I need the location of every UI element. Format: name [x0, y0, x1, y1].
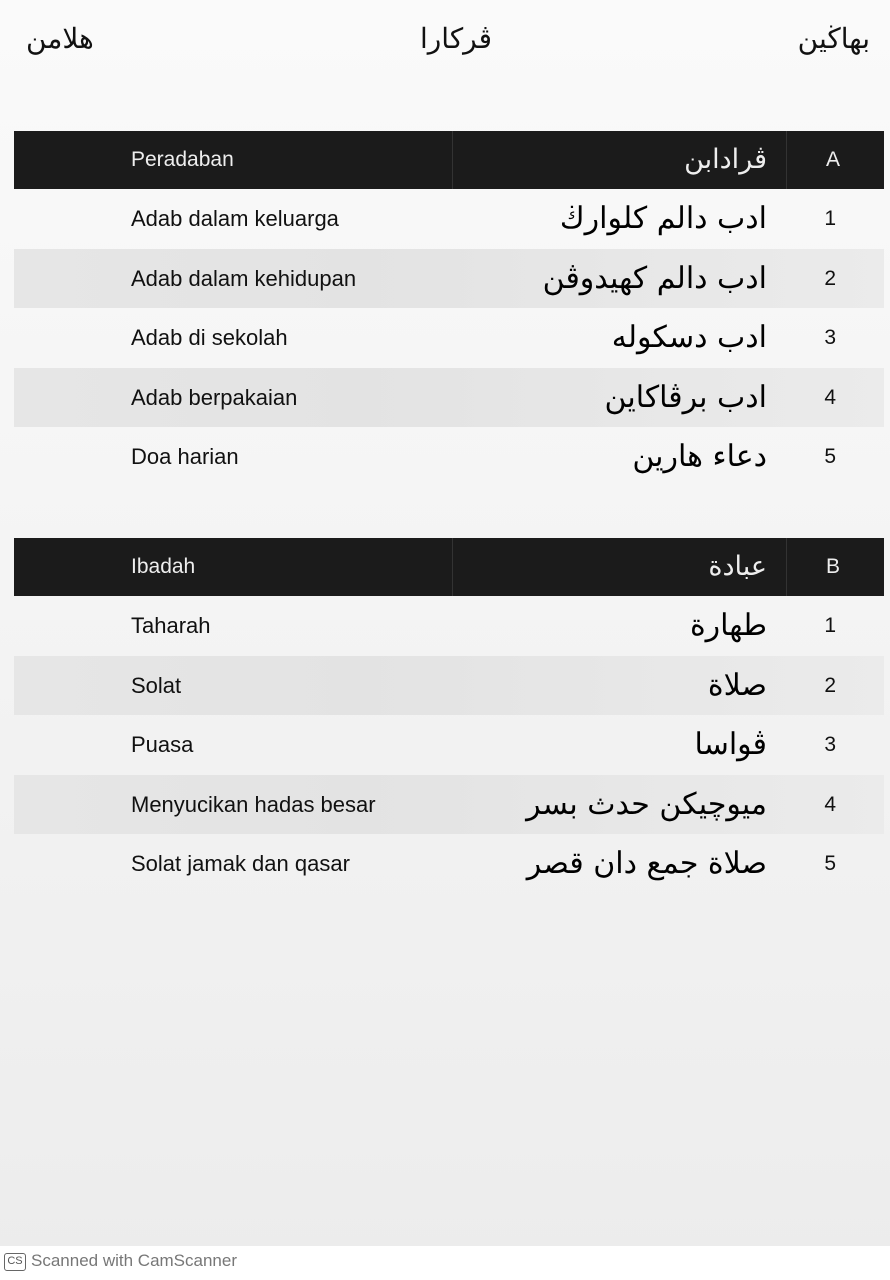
topic-rumi: Solat: [131, 672, 182, 698]
topic-jawi: ڤواسا: [694, 727, 767, 762]
table-row: [14, 715, 884, 775]
topic-rumi: Taharah: [131, 613, 211, 638]
header-bahagian: بهاڬين: [797, 22, 870, 55]
topic-number: 3: [824, 733, 836, 756]
column-divider: [452, 131, 453, 189]
topic-number: 4: [824, 385, 836, 409]
topic-number: 4: [824, 792, 836, 816]
topic-number: 2: [824, 266, 836, 290]
topic-jawi: صلاة جمع دان قصر: [526, 846, 767, 881]
scanner-watermark: [0, 1246, 890, 1280]
table-row: [14, 427, 884, 487]
column-divider: [786, 131, 787, 189]
topic-rumi: Doa harian: [131, 444, 239, 469]
column-divider: [452, 538, 453, 596]
topic-rumi: Adab dalam kehidupan: [131, 265, 357, 291]
section-ibadah: [14, 538, 884, 894]
camscanner-logo-icon: CS: [4, 1253, 26, 1271]
header-perkara: ڤرکارا: [420, 22, 492, 55]
section-title-rumi: Peradaban: [131, 148, 234, 171]
topic-number: 5: [824, 852, 836, 875]
topic-rumi: Adab dalam keluarga: [131, 206, 339, 231]
section-header: [14, 538, 884, 596]
topic-jawi: ادب دالم کلوارڬ: [559, 201, 767, 236]
table-row: [14, 368, 884, 428]
section-title-rumi: Ibadah: [131, 555, 196, 578]
topic-jawi: ميوچيکن حدث بسر: [526, 786, 767, 822]
topic-jawi: ادب دسکوله: [611, 320, 767, 355]
topic-rumi: Puasa: [131, 732, 194, 757]
table-row: [14, 656, 884, 716]
topic-rumi: Solat jamak dan qasar: [131, 851, 350, 876]
topic-jawi: دعاء هارين: [632, 439, 767, 474]
topic-number: 3: [824, 326, 836, 349]
topic-jawi: طهارة: [689, 608, 767, 643]
table-row: [14, 189, 884, 249]
topic-jawi: صلاة: [707, 667, 767, 703]
watermark-text: Scanned with CamScanner: [31, 1251, 238, 1270]
table-row: [14, 596, 884, 656]
table-row: [14, 775, 884, 835]
topic-number: 1: [824, 614, 836, 637]
table-row: [14, 834, 884, 894]
table-row: [14, 308, 884, 368]
topic-number: 5: [824, 445, 836, 468]
section-letter: A: [825, 148, 840, 171]
table-of-contents-header: [0, 22, 890, 72]
table-row: [14, 249, 884, 309]
section-peradaban: [14, 131, 884, 487]
topic-jawi: ادب برڤاکاين: [604, 379, 767, 415]
header-halaman: هلامن: [26, 22, 94, 55]
section-title-jawi: ڤرادابن: [684, 144, 767, 175]
topic-number: 2: [824, 673, 836, 697]
column-divider: [786, 538, 787, 596]
section-header: [14, 131, 884, 189]
section-title-jawi: عبادة: [708, 551, 767, 582]
topic-jawi: ادب دالم کهيدوڤن: [542, 260, 767, 296]
topic-rumi: Adab berpakaian: [131, 384, 298, 410]
topic-number: 1: [824, 207, 836, 230]
section-letter: B: [825, 555, 840, 578]
topic-rumi: Adab di sekolah: [131, 325, 288, 350]
topic-rumi: Menyucikan hadas besar: [131, 791, 376, 817]
